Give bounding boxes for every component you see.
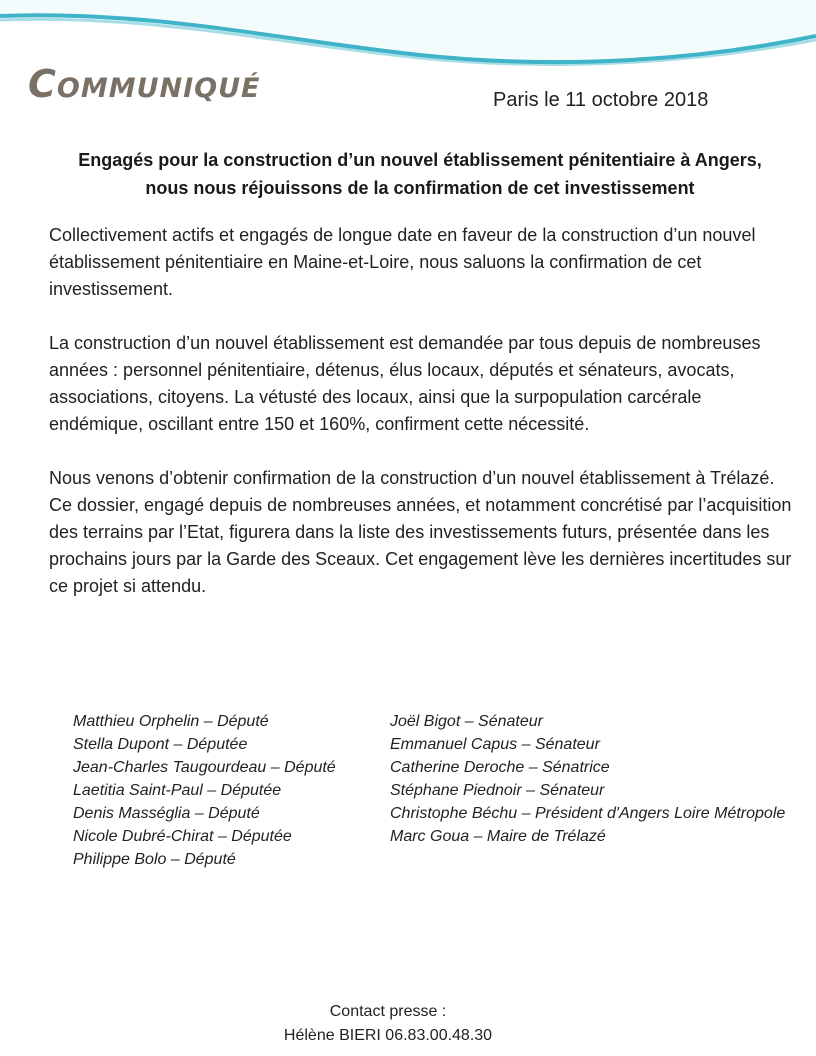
masthead-title: Communiqué <box>28 62 261 106</box>
press-contact-details: Hélène BIERI 06.83.00.48.30 <box>283 1027 493 1044</box>
signatories-left-column <box>73 710 383 871</box>
body-paragraph-3: Nous venons d’obtenir confirmation de la construction d’un nouvel établissement à Trélazé. Ce dossier, engagé depuis de nombreuses années, et notamment concrétisé par l’acquisition des terrains par l’Etat, figurera dans la liste des investissements futurs, présentée dans les prochains jours par la Garde des Sceaux. Cet engagement lève les dernières incertitudes sur ce projet si attendu. <box>49 468 792 596</box>
signatory: Philippe Bolo – Député <box>73 851 236 868</box>
signatory: Nicole Dubré-Chirat – Députée <box>73 828 292 845</box>
headline-line-1: Engagés pour la construction d’un nouvel établissement pénitentiaire à Angers, <box>78 150 762 170</box>
headline <box>40 146 800 202</box>
signatory: Joël Bigot – Sénateur <box>390 713 543 730</box>
signatories-right-column <box>390 710 810 848</box>
signatory: Laetitia Saint-Paul – Députée <box>73 782 282 799</box>
body-paragraph-1: Collectivement actifs et engagés de longue date en faveur de la construction d’un nouvel établissement pénitentiaire en Maine-et-Loire, nous saluons la confirmation de cet investissement. <box>49 225 756 299</box>
signatory: Jean-Charles Taugourdeau – Député <box>73 759 336 776</box>
press-contact <box>0 1000 776 1048</box>
dateline: Paris le 11 octobre 2018 <box>493 89 709 111</box>
headline-line-2: nous nous réjouissons de la confirmation de cet investissement <box>145 178 695 198</box>
signatory: Stella Dupont – Députée <box>73 736 248 753</box>
press-contact-label: Contact presse : <box>329 1003 447 1020</box>
signatory: Christophe Béchu – Président d'Angers Loire Métropole <box>390 805 786 822</box>
body-text <box>49 222 799 627</box>
body-paragraph-2: La construction d’un nouvel établissement est demandée par tous depuis de nombreuses années : personnel pénitentiaire, détenus, élus locaux, députés et sénateurs, avocats, associations, citoyens. La vétusté des locaux, ainsi que la surpopulation carcérale endémique, oscillant entre 150 et 160%, confirment cette nécessité. <box>49 333 761 434</box>
signatory: Denis Masséglia – Député <box>73 805 260 822</box>
signatory: Emmanuel Capus – Sénateur <box>390 736 600 753</box>
signatory: Catherine Deroche – Sénatrice <box>390 759 610 776</box>
signatory: Marc Goua – Maire de Trélazé <box>390 828 606 845</box>
signatory: Matthieu Orphelin – Député <box>73 713 269 730</box>
signatory: Stéphane Piednoir – Sénateur <box>390 782 605 799</box>
